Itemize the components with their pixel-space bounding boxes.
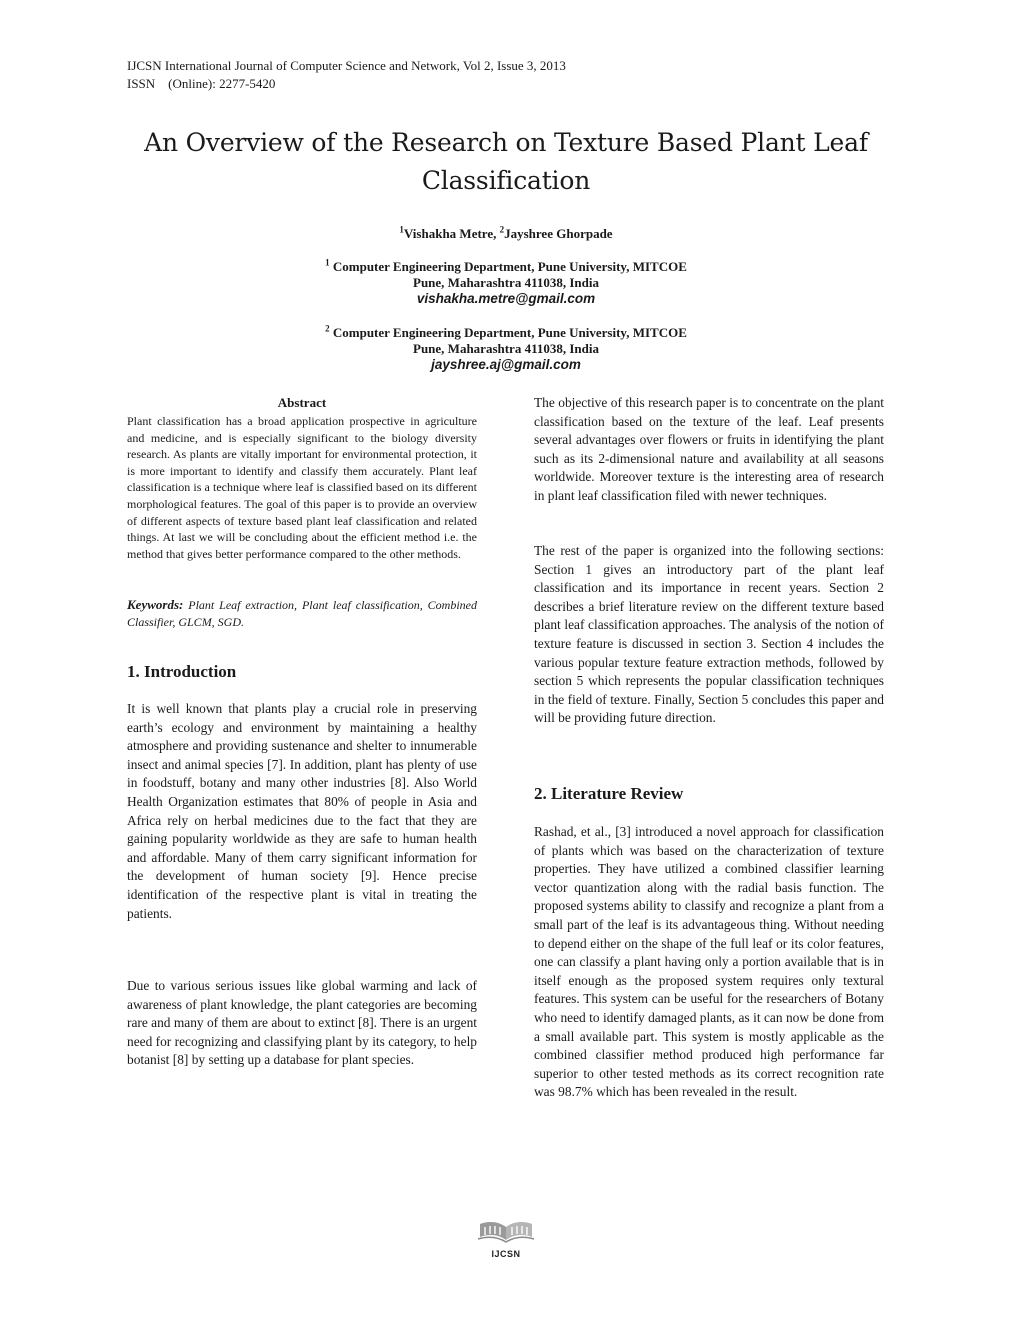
author1-name: Vishakha Metre, xyxy=(403,226,500,241)
author-list xyxy=(0,226,1012,242)
keywords-text: Plant Leaf extraction, Plant leaf classification, Combined Classifier, GLCM, SGD. xyxy=(127,598,477,629)
affiliation-2-city: Pune, Maharashtra 411038, India xyxy=(413,341,599,356)
affiliation-2-email[interactable]: jayshree.aj@gmail.com xyxy=(431,357,581,372)
affiliation-2-sup: 2 xyxy=(325,323,330,334)
organization-paragraph: The rest of the paper is organized into the following sections: Section 1 gives an introductory part of the plant leaf classification and its importance in recent years. Section 2 describes a brief literature review on the different texture based plant leaf classification approaches. The analysis of the notion of texture feature is discussed in section 3. Section 4 includes the various popular texture feature extraction methods, followed by section 5 which represents the popular classification techniques in the field of texture. Finally, Section 5 concludes this paper and will be providing future direction. xyxy=(534,543,884,726)
journal-header-line1: IJCSN International Journal of Computer Science and Network, Vol 2, Issue 3, 2013 xyxy=(127,58,566,73)
affiliation-1-dept: Computer Engineering Department, Pune University, MITCOE xyxy=(329,259,687,274)
affiliation-1-sup: 1 xyxy=(325,257,330,268)
introduction-paragraph-1: It is well known that plants play a crucial role in preserving earth’s ecology and environment by maintaining a healthy atmosphere and providing sustenance and shelter to innumerable insect and animal species [7]. In addition, plant has plenty of use in foodstuff, botany and many other industries [8]. Also World Health Organization estimates that 80% of people in Asia and Africa rely on herbal medicines due to the fact that they are gaining popularity worldwide as they are safe to human health and affordable. Many of them carry significant information for the development of human society [9]. Hence precise identification of the respective plant is vital in treating the patients. xyxy=(127,701,477,921)
keywords-label: Keywords: xyxy=(127,597,184,612)
affiliation-1-city: Pune, Maharashtra 411038, India xyxy=(413,275,599,290)
paper-title-line1: An Overview of the Research on Texture Based Plant Leaf xyxy=(144,128,868,157)
introduction-paragraph-2: Due to various serious issues like global warming and lack of awareness of plant knowledge, the plant categories are becoming rare and many of them are about to extinct [8]. There is an urgent need for recognizing and classifying plant by its category, to help botanist [8] by setting up a database for plant species. xyxy=(127,978,477,1068)
journal-logo xyxy=(472,1218,540,1259)
abstract-heading: Abstract xyxy=(277,395,327,410)
keywords xyxy=(127,597,477,630)
affiliation-2-dept: Computer Engineering Department, Pune University, MITCOE xyxy=(329,325,687,340)
objective-paragraph: The objective of this research paper is to concentrate on the plant classification based on the texture of the leaf. Leaf presents several advantages over flowers or fruits in identifying the plant such as its 2-dimensional nature and availability at all seasons worldwide. Moreover texture is the interesting area of research in plant leaf classification filed with newer techniques. xyxy=(534,395,884,503)
paper-title-line2: Classification xyxy=(421,166,591,195)
affiliation-1-email[interactable]: vishakha.metre@gmail.com xyxy=(416,291,596,306)
literature-review-heading: 2. Literature Review xyxy=(534,784,684,803)
journal-header xyxy=(127,57,566,93)
author2-sup: 2 xyxy=(499,224,505,235)
book-icon xyxy=(476,1218,536,1244)
abstract-text: Plant classification has a broad application prospective in agriculture and medicine, and is especially significant to the biology diversity research. As plants are vitally important for environmental protection, it is more important to identify and classify them accurately. Plant leaf classification is a technique where leaf is classified based on its different morphological features. The goal of this paper is to provide an overview of different aspects of texture based plant leaf classification and related things. At last we will be concluding about the efficient method i.e. the method that gives better performance compared to the other methods. xyxy=(127,414,477,561)
author2-name: Jayshree Ghorpade xyxy=(504,226,613,241)
affiliation-2 xyxy=(0,325,1012,373)
logo-text: IJCSN xyxy=(491,1249,521,1259)
affiliation-1 xyxy=(0,259,1012,307)
literature-review-paragraph: Rashad, et al., [3] introduced a novel approach for classification of plants which was based on the characterization of texture properties. They have utilized a combined classifier learning vector quantization along with the radial basis function. The proposed systems ability to classify and recognize a plant from a small part of the leaf is its advantageous thing. Without needing to depend either on the shape of the full leaf or its color features, one can classify a plant having only a portion available that is in itself enough as the proposed system requires only textural features. This system can be useful for the researchers of Botany who need to identify damaged plants, as it can now be done from a small available part. This system is mostly applicable as the combined classifier method produced high performance far superior to other tested methods as its correct recognition rate was 98.7% which has been revealed in the result. xyxy=(534,824,884,1100)
paper-title xyxy=(100,124,912,200)
author1-sup: 1 xyxy=(399,224,404,235)
journal-header-line2: ISSN (Online): 2277-5420 xyxy=(127,76,276,91)
introduction-heading: 1. Introduction xyxy=(127,662,237,681)
